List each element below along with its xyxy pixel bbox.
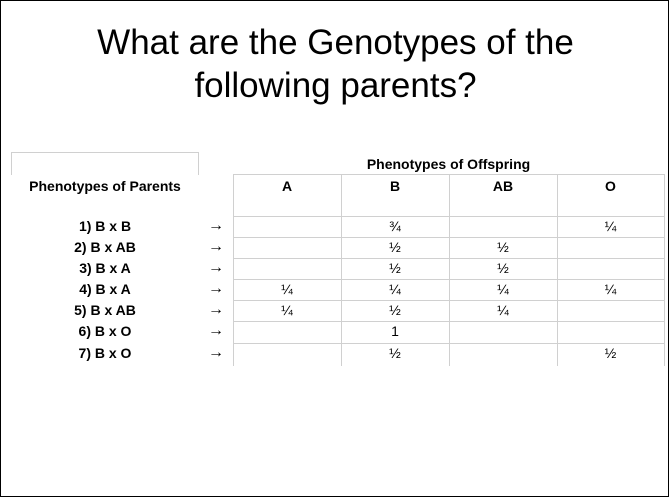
offspring-b-value: ¼ [389, 281, 401, 297]
slide-title-line-1: What are the Genotypes of the [97, 23, 574, 62]
parent-cross: 5) B x AB [74, 302, 136, 318]
right-arrow-icon: → [208, 322, 224, 339]
slide-title [1, 21, 670, 107]
offspring-a-value: ¼ [281, 302, 293, 318]
offspring-ab-value: ½ [497, 260, 509, 276]
grid-line [11, 152, 198, 153]
grid-line [11, 152, 12, 175]
slide-title-line-2: following parents? [194, 66, 477, 105]
offspring-phenotypes-header: Phenotypes of Offspring [366, 156, 531, 172]
column-header-o: O [605, 178, 616, 194]
offspring-o-value: ¼ [604, 281, 617, 297]
column-header-b: B [389, 178, 401, 194]
right-arrow-icon: → [208, 259, 224, 276]
offspring-b-value: ½ [389, 345, 401, 361]
right-arrow-icon: → [208, 238, 224, 255]
offspring-ab-value: ¼ [497, 302, 509, 318]
offspring-o-value: ½ [604, 345, 617, 361]
right-arrow-icon: → [208, 280, 224, 297]
offspring-ab-value: ¼ [497, 281, 509, 297]
parent-cross: 3) B x A [79, 260, 131, 276]
column-header-a: A [281, 178, 293, 194]
parent-cross: 6) B x O [78, 323, 132, 339]
parent-cross: 2) B x AB [74, 239, 136, 255]
grid-line [664, 174, 665, 366]
parent-cross: 7) B x O [78, 345, 132, 361]
right-arrow-icon: → [208, 344, 224, 361]
grid-line [233, 174, 234, 366]
offspring-b-value: ½ [389, 302, 401, 318]
offspring-b-value: ½ [389, 239, 401, 255]
parent-cross: 4) B x A [79, 281, 131, 297]
grid-line [198, 152, 199, 175]
column-header-ab: AB [492, 178, 514, 194]
grid-line [557, 174, 558, 366]
parent-phenotypes-header: Phenotypes of Parents [29, 178, 181, 194]
offspring-b-value: 1 [391, 323, 399, 339]
right-arrow-icon: → [208, 217, 224, 234]
right-arrow-icon: → [208, 301, 224, 318]
offspring-a-value: ¼ [281, 281, 293, 297]
offspring-b-value: ¾ [389, 218, 401, 234]
offspring-ab-value: ½ [497, 239, 509, 255]
offspring-b-value: ½ [389, 260, 401, 276]
parent-cross: 1) B x B [78, 218, 132, 234]
offspring-o-value: ¼ [604, 218, 617, 234]
